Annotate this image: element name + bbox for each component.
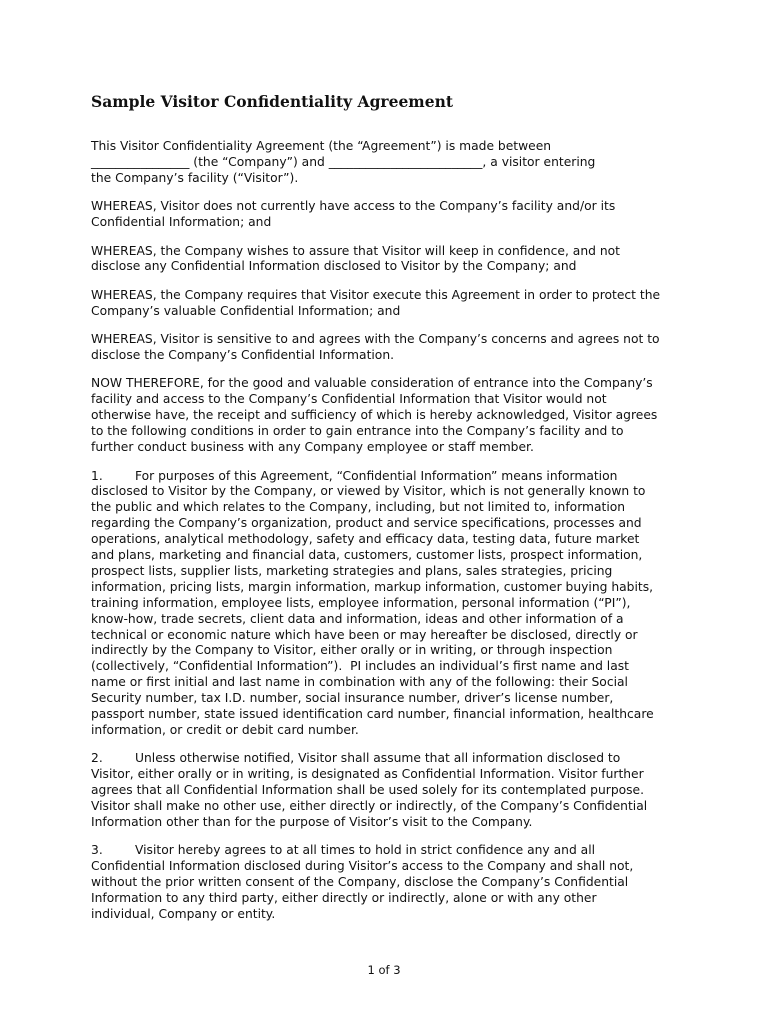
paragraph-line: name or first initial and last name in combination with any of the following: their Social — [91, 675, 628, 690]
paragraph-line: WHEREAS, Visitor does not currently have access to the Company’s facility and/or its — [91, 199, 616, 214]
paragraph-line: Information to any third party, either directly or indirectly, alone or with any other — [91, 891, 597, 906]
paragraph-line: Security number, tax I.D. number, social insurance number, driver’s license number, — [91, 691, 614, 706]
clause-1 — [91, 469, 681, 739]
page-number: 1 of 3 — [367, 963, 401, 977]
paragraph-line: indirectly by the Company to Visitor, either orally or in writing, or through inspection — [91, 643, 613, 658]
paragraph-line: disclose the Company’s Confidential Information. — [91, 348, 395, 363]
paragraph-line: further conduct business with any Company employee or staff member. — [91, 440, 534, 455]
paragraph-line: individual, Company or entity. — [91, 907, 276, 922]
paragraph-line: without the prior written consent of the Company, disclose the Company’s Confidential — [91, 875, 629, 890]
now-therefore-paragraph — [91, 376, 681, 456]
paragraph-line: disclose any Confidential Information disclosed to Visitor by the Company; and — [91, 259, 577, 274]
paragraph-line: Visitor, either orally or in writing, is designated as Confidential Information. Visitor further — [91, 767, 644, 782]
paragraph-line: NOW THEREFORE, for the good and valuable consideration of entrance into the Company’s — [91, 376, 653, 391]
paragraph-line: Information other than for the purpose of Visitor’s visit to the Company. — [91, 815, 533, 830]
paragraph-line: information, or credit or debit card number. — [91, 723, 359, 737]
paragraph-line — [91, 469, 681, 485]
paragraph-line: prospect lists, supplier lists, marketing strategies and plans, sales strategies, pricing — [91, 563, 613, 578]
paragraph-line: This Visitor Confidentiality Agreement (the “Agreement”) is made between — [91, 139, 552, 153]
document-title: Sample Visitor Confidentiality Agreement — [91, 92, 453, 111]
paragraph-line — [91, 751, 681, 767]
paragraph-line — [91, 843, 681, 859]
paragraph-line: the Company’s facility (“Visitor”). — [91, 170, 299, 185]
document-body — [91, 139, 681, 935]
paragraph-line: information, pricing lists, margin information, markup information, customer buying habits, — [91, 579, 654, 594]
paragraph-line: Company’s valuable Confidential Information; and — [91, 303, 401, 318]
paragraph-line: operations, analytical methodology, safety and efficacy data, testing data, future market — [91, 532, 640, 547]
whereas-paragraph — [91, 199, 681, 231]
paragraph-line: technical or economic nature which have been or may hereafter be disclosed, directly or — [91, 627, 638, 642]
paragraph-line: WHEREAS, the Company requires that Visitor execute this Agreement in order to protect the — [91, 287, 661, 302]
intro-paragraph — [91, 139, 681, 187]
paragraph-line: ________________ (the “Company”) and _________________________, a visitor entering — [91, 154, 596, 169]
paragraph-line: know-how, trade secrets, client data and information, ideas and other information of a — [91, 611, 624, 626]
whereas-paragraph — [91, 288, 681, 320]
paragraph-line: Confidential Information; and — [91, 215, 272, 230]
paragraph-line: WHEREAS, Visitor is sensitive to and agrees with the Company’s concerns and agrees not to — [91, 332, 660, 347]
paragraph-line: otherwise have, the receipt and sufficiency of which is hereby acknowledged, Visitor agrees — [91, 408, 658, 423]
whereas-paragraph — [91, 244, 681, 276]
clause-text: For purposes of this Agreement, “Confidential Information” means information — [135, 468, 618, 483]
paragraph-line: passport number, state issued identification card number, financial information, healthcare — [91, 707, 654, 722]
paragraph-line: the public and which relates to the Company, including, but not limited to, information — [91, 500, 626, 515]
whereas-paragraph — [91, 332, 681, 364]
paragraph-line: Confidential Information disclosed during Visitor’s access to the Company and shall not, — [91, 859, 634, 874]
paragraph-line: Visitor shall make no other use, either directly or indirectly, of the Company’s Confidential — [91, 799, 648, 814]
paragraph-line: WHEREAS, the Company wishes to assure that Visitor will keep in confidence, and not — [91, 243, 620, 258]
clause-text: Visitor hereby agrees to at all times to hold in strict confidence any and all — [135, 843, 596, 858]
paragraph-line: agrees that all Confidential Information shall be used solely for its contemplated purpose. — [91, 783, 645, 798]
clause-3 — [91, 843, 681, 923]
paragraph-line: regarding the Company’s organization, product and service specifications, processes and — [91, 516, 642, 531]
paragraph-line: facility and access to the Company’s Confidential Information that Visitor would not — [91, 392, 607, 407]
clause-number: 3. — [91, 843, 103, 858]
paragraph-line: (collectively, “Confidential Information”). PI includes an individual’s first name and last — [91, 659, 629, 674]
clause-number: 2. — [91, 751, 103, 766]
clause-2 — [91, 751, 681, 831]
paragraph-line: and plans, marketing and financial data, customers, customer lists, prospect information, — [91, 548, 643, 563]
clause-text: Unless otherwise notified, Visitor shall assume that all information disclosed to — [135, 751, 621, 766]
clause-number: 1. — [91, 468, 103, 483]
paragraph-line: training information, employee lists, employee information, personal information (“PI”), — [91, 595, 631, 610]
paragraph-line: disclosed to Visitor by the Company, or viewed by Visitor, which is not generally known to — [91, 484, 646, 499]
paragraph-line: to the following conditions in order to gain entrance into the Company’s facility and to — [91, 424, 624, 439]
